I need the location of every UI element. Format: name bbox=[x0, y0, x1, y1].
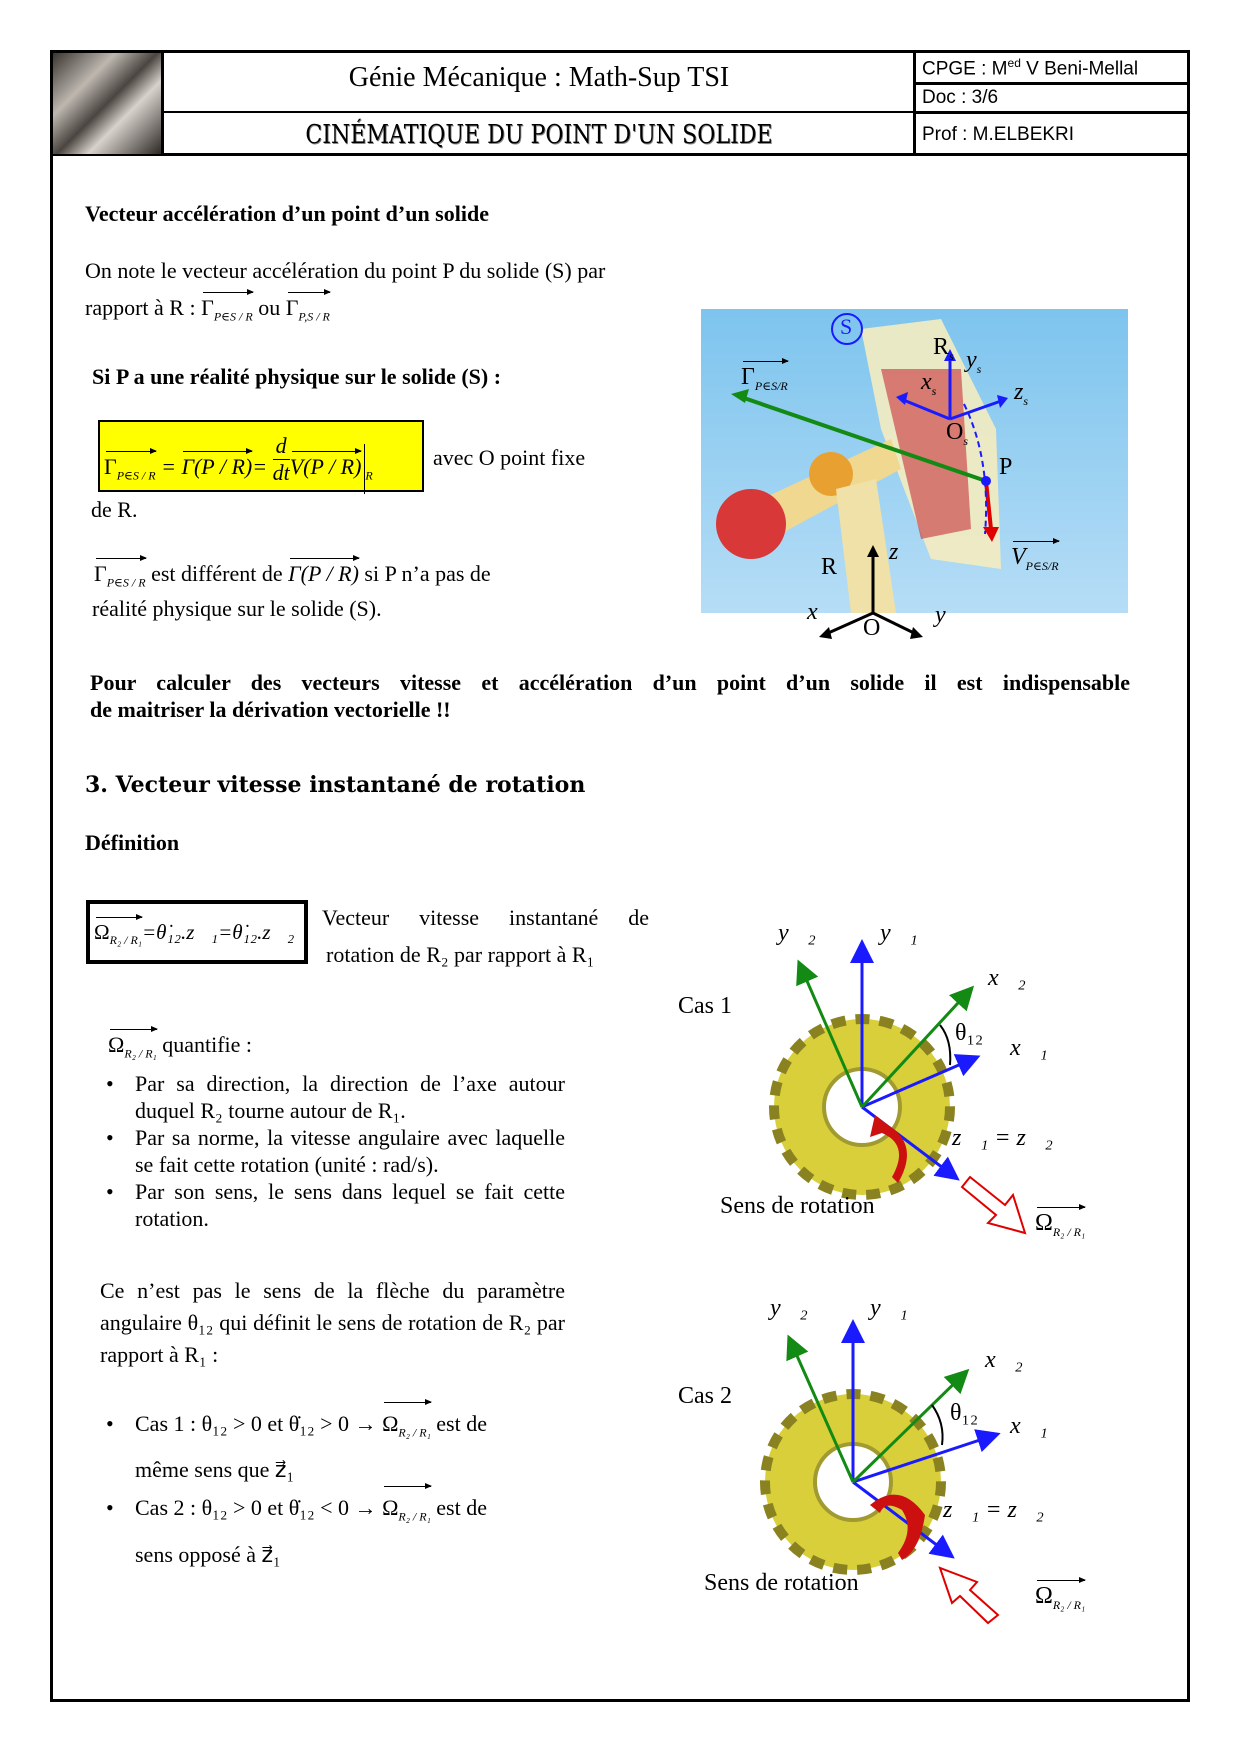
omega-formula: $\Omega_{R_2 / R_1}=\thetȧ_{12}.z⃗_1=\thetȧ_{12}.z⃗_2$ bbox=[86, 900, 308, 964]
paragraph: réalité physique sur le solide (S). bbox=[92, 596, 382, 621]
formula-text: $\Gamma_{P\in S / R} = \Gamma(P / R)=$ $\frac{d}{dt}$ V(P / R) $_R$ bbox=[104, 444, 373, 494]
y-label: y bbox=[935, 602, 946, 628]
list-item: • Par son sens, le sens dans lequel se fait cette rotation. bbox=[100, 1178, 565, 1232]
quantifie-label: $\Omega_{R_2 / R_1}$ quantifie : bbox=[108, 1032, 253, 1061]
z-label: z⃗₁ = z⃗₂ bbox=[943, 1497, 1044, 1523]
important-note: Pour calculer des vecteurs vitesse et accélération d’un point d’un solide il est indispensable bbox=[90, 670, 1130, 695]
list-item: • Par sa norme, la vitesse angulaire avec laquelle se fait cette rotation (unité : rad/s). bbox=[100, 1124, 565, 1178]
xs-label: $x_s$ bbox=[921, 369, 937, 398]
bold-statement: Si P a une réalité physique sur le solide (S) : bbox=[92, 364, 502, 389]
omega-label: $\Omega_{R_2 / R_1}$ bbox=[1035, 1210, 1086, 1239]
acceleration-formula bbox=[98, 420, 424, 492]
formula-note-end: de R. bbox=[91, 497, 138, 522]
section-heading: Vecteur accélération d’un point d’un solide bbox=[85, 201, 489, 226]
os-label: $O_s$ bbox=[946, 419, 969, 448]
gears-logo bbox=[53, 53, 161, 154]
ys-label: $y_s$ bbox=[966, 347, 982, 376]
list-item: • Par sa direction, la direction de l’axe autour duquel R₂ tourne autour de R₁. bbox=[100, 1070, 565, 1124]
x2-label: x⃗₂ bbox=[988, 965, 1026, 991]
document-title: Génie Mécanique : Math-Sup TSI bbox=[348, 62, 730, 93]
divider bbox=[161, 111, 915, 113]
paragraph: $\Gamma_{P\in S / R}$ est différent de Γ(P / R) si P n’a pas de bbox=[94, 561, 491, 590]
cases-list bbox=[100, 1405, 570, 1574]
definition-text: rotation de R₂ par rapport à R₁ bbox=[326, 942, 595, 967]
case-label: Cas 1 bbox=[678, 993, 732, 1019]
important-note: de maitriser la dérivation vectorielle !! bbox=[90, 697, 451, 722]
x2-label: x⃗₂ bbox=[985, 1347, 1023, 1373]
prof-name: Prof : M.ELBEKRI bbox=[922, 124, 1075, 145]
list-item-cas2: • Cas 2 : θ₁₂ > 0 et θ̇₁₂ < $0 \to \Omega_{R_2 / R_1}$ est de sens opposé à z⃗₁ bbox=[100, 1489, 570, 1573]
definition-text: Vecteur vitesse instantané de bbox=[322, 905, 649, 930]
case-label: Cas 2 bbox=[678, 1383, 732, 1409]
paragraph: Ce n’est pas le sens de la flèche du paramètre angulaire θ₁₂ qui définit le sens de rotation de R₂ par rapport à R₁ : bbox=[100, 1278, 565, 1367]
divider bbox=[913, 111, 1187, 114]
theta-label: θ₁₂ bbox=[950, 1400, 979, 1426]
divider bbox=[50, 153, 1187, 156]
formula-note: avec O point fixe bbox=[433, 445, 586, 470]
rotation-label: Sens de rotation bbox=[720, 1193, 875, 1219]
z-label: z bbox=[889, 539, 899, 565]
frame-rs-label: $R_s$ bbox=[933, 334, 954, 363]
point-p-label: P bbox=[999, 454, 1013, 480]
gear-diagram-cas1 bbox=[670, 915, 1140, 1275]
velocity-label: $V_{P\in S/R}$ bbox=[1011, 544, 1059, 573]
z-label: z⃗₁ = z⃗₂ bbox=[952, 1125, 1053, 1151]
divider bbox=[161, 50, 164, 155]
ride-diagram bbox=[701, 309, 1128, 649]
paragraph: rapport à R : $\Gamma_{P\in S / R}$ ou $\Gamma_{P,S / R}$ bbox=[85, 295, 330, 324]
frame-r-label: R bbox=[821, 554, 838, 580]
gamma-label: $\Gamma_{P\in S/R}$ bbox=[741, 364, 788, 393]
divider bbox=[913, 82, 1187, 85]
divider bbox=[913, 50, 916, 155]
ride-figure bbox=[701, 309, 1128, 641]
definition-heading: Définition bbox=[85, 830, 180, 855]
omega-label: $\Omega_{R_2 / R_1}$ bbox=[1035, 1583, 1086, 1612]
y1-label: y⃗₁ bbox=[870, 1295, 908, 1321]
y2-label: y⃗₂ bbox=[770, 1295, 808, 1321]
doc-number: Doc : 3/6 bbox=[922, 87, 999, 108]
y2-label: y⃗₂ bbox=[778, 920, 816, 946]
origin-o-label: O bbox=[863, 615, 881, 641]
paragraph: On note le vecteur accélération du point P du solide (S) par bbox=[85, 258, 606, 283]
x1-label: x⃗₁ bbox=[1010, 1413, 1048, 1439]
school-label: CPGE : $M^{ed}$ V Beni-Mellal bbox=[922, 56, 1139, 80]
section-heading: 3. Vecteur vitesse instantané de rotation bbox=[85, 772, 586, 798]
quantifie-list bbox=[100, 1070, 565, 1232]
zs-label: $z_s$ bbox=[1014, 379, 1029, 408]
rotation-label: Sens de rotation bbox=[704, 1570, 859, 1596]
x-label: x bbox=[807, 599, 818, 625]
x1-label: x⃗₁ bbox=[1010, 1035, 1048, 1061]
gear-diagram-cas2 bbox=[670, 1285, 1140, 1645]
document-subtitle: CINÉMATIQUE DU POINT D'UN SOLIDE bbox=[305, 120, 773, 150]
list-item-cas1: • Cas 1 : θ₁₂ > 0 et θ̇₁₂ > $0 \to \Omega_{R_2 / R_1}$ est de même sens que z⃗₁ bbox=[100, 1405, 570, 1489]
y1-label: y⃗₁ bbox=[880, 920, 918, 946]
solid-label: S bbox=[840, 314, 853, 339]
theta-label: θ₁₂ bbox=[955, 1020, 984, 1046]
